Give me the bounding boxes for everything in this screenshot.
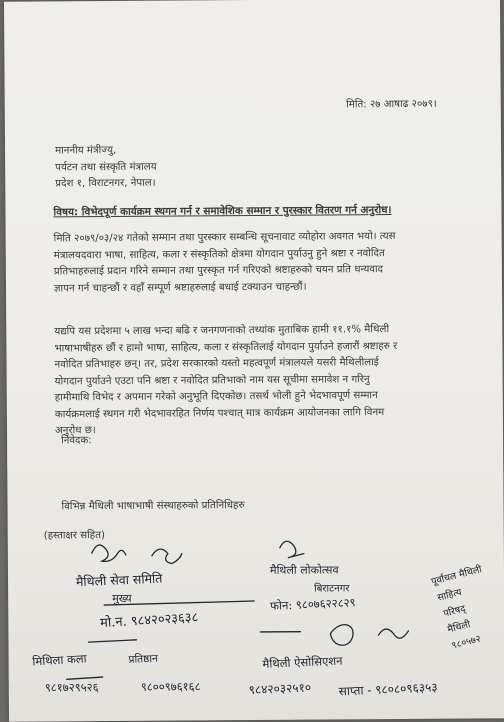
- body-line: कार्यक्रमलाई स्थगन गरी भेदभावरहित निर्णय पश्चात् मात्र कार्यक्रम आयोजनका लागि विनम: [54, 406, 385, 420]
- signature-2-sub: बिराटनगर: [314, 583, 350, 595]
- body-line: मंत्रालयदवारा भाषा, साहित्य, कला र संस्कृतिको क्षेत्रमा योगदान पुर्याउनु हुने श्रष्टा र नवोदित: [53, 247, 385, 261]
- signature-4-name: मिथिला कला: [31, 651, 87, 669]
- signature-1-name: मैथिली सेवा समिति: [75, 570, 163, 590]
- signature-5-phone: ९८४२०३२५१०: [248, 680, 312, 698]
- body-line: ज्ञापन गर्न चाहन्छौं र वहाँ सम्पूर्ण श्रष्टाहरुलाई बधाई टक्याउन चाहन्छौं।: [53, 281, 307, 294]
- recipient-line: पर्यटन तथा संस्कृति मंत्रालय: [55, 161, 157, 173]
- body-line: हामीमाथि विभेद र अपमान गरेको अनुभूति दिएकोछ। तसर्थ भोली हुने भेदभावपूर्ण सम्मान: [54, 390, 378, 404]
- signature-4-phone-2: ९८००९७६१६८: [140, 679, 201, 694]
- signature-3-line: पूर्वांचल मैथिली: [430, 564, 483, 588]
- body-line: अनुरोध छ।: [54, 425, 96, 437]
- signature-3-line: परिषद्: [442, 603, 467, 620]
- body-line: मिति २०७९/०३/२४ गतेको सम्मान तथा पुरस्कार सम्बन्धि सूचनावाट व्योहोरा अवगत भयो। त्यस: [53, 231, 396, 245]
- signature-2-phone: फोन: ९८०७६२२८२९: [269, 595, 356, 613]
- signature-3-line: ९८०५७२: [450, 633, 482, 652]
- letter-date: मिति: २७ आषाढ २०७९।: [346, 98, 437, 111]
- closing-label: निवेदक:: [61, 435, 92, 447]
- body-line: प्रतिभाहरुलाई प्रदान गरिने सम्मान तथा पुरस्कृत गर्न गरिएको श्रष्टाहरुको चयन प्रति धन्यवाद: [53, 264, 384, 278]
- signature-3-line: मैथिली: [446, 619, 472, 636]
- organizations-line: विभिन्न मैथिली भाषाभाषी संस्थाहरुको प्रतिनिधिहरु: [61, 500, 245, 513]
- signature-5-tail: साप्ता - ९८०८०९६३५३: [338, 680, 438, 699]
- signature-1-mobile: मो.न. ९८४२०२३६३८: [99, 610, 199, 632]
- recipient-line: प्रदेश १, विराटनगर, नेपाल।: [55, 177, 156, 190]
- signature-1-sub: मुख्य: [112, 591, 132, 605]
- signature-heading: (हस्ताक्षर सहित): [43, 530, 105, 542]
- signature-2-name: मैथिली लोकोत्सव: [269, 563, 339, 577]
- body-line: भाषाभाषीहरु छौं र हामो भाषा, साहित्य, कला र संस्कृतिलाई योगदान पुर्याउने हजारौं श्रष्टाहरु र: [54, 340, 398, 354]
- signature-5-name: मैथिली ऐसोसिएशन: [262, 653, 343, 671]
- recipient-line: माननीय मंत्रीज्यु,: [55, 144, 117, 157]
- handwritten-signatures: [4, 0, 504, 722]
- signature-3-line: साहित्य: [436, 586, 463, 604]
- body-line: नवोदित प्रतिभाहरु छन्। तर, प्रदेश सरकारको यस्तो महत्वपूर्ण मंत्रालयले यसरी मैथिलीलाई: [54, 357, 379, 371]
- signature-scribbles: [66, 540, 409, 679]
- signature-4-sub: प्रतिष्ठान: [128, 652, 159, 666]
- letter-page: [4, 0, 504, 722]
- signature-4-phone-1: ९८१७२९५२६: [44, 680, 99, 695]
- letter-subject: विषय: विभेदपूर्ण कार्यक्रम स्थगन गर्न र समावेशिक सम्मान र पुरस्कार वितरण गर्न अनुरोध।: [53, 204, 392, 219]
- body-line: योगदान पुर्याउने एउटा पनि श्रष्टा र नवोदित प्रतिभाको नाम यस सूचीमा समावेश न गरिनु: [54, 373, 370, 387]
- body-line: यद्यपि यस प्रदेशमा ५ लाख भन्दा बढि र जनगणनाको तथ्यांक मुताबिक हामी ११.१% मैथिली: [54, 324, 390, 338]
